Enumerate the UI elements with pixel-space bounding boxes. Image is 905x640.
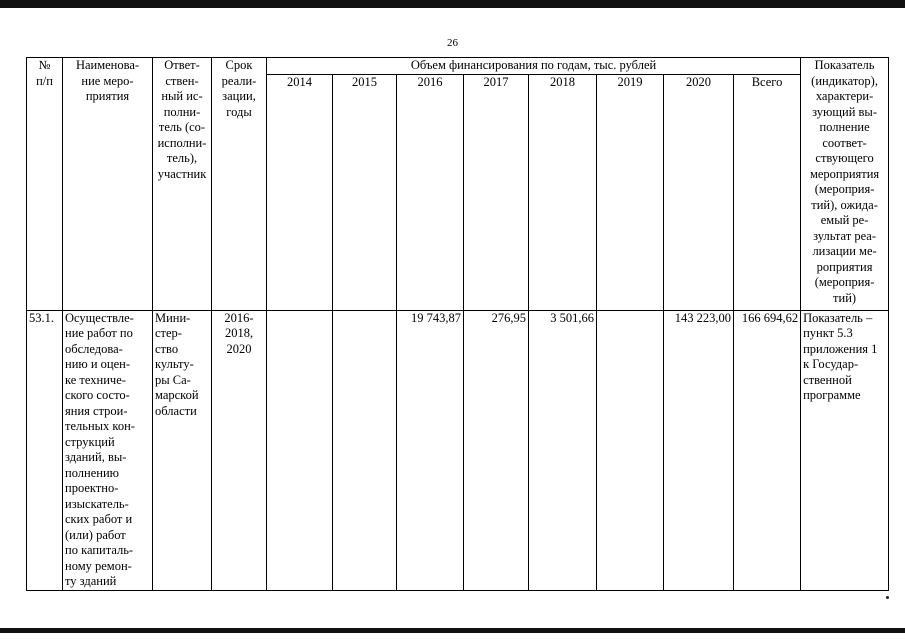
row-value-2019: [597, 310, 664, 590]
header-funding-title: Объем финансирования по годам, тыс. рублей: [267, 58, 801, 75]
header-term: Срок реали- зации, годы: [212, 58, 267, 311]
row-value-2014: [267, 310, 333, 590]
header-indicator: Показатель (индикатор), характери- зующий вы- полнение соответ- ствующего мероприятия (мероприя- тий), ожида- емый ре- зультат реа- лизации ме- роприятия (мероприя- тий): [801, 58, 889, 311]
header-name: Наименова- ние меро- приятия: [63, 58, 153, 311]
row-num: 53.1.: [27, 310, 63, 590]
header-year: 2016: [397, 74, 464, 310]
page-number: 26: [447, 37, 458, 49]
header-row-1: [27, 58, 889, 75]
scan-top-border: [0, 0, 905, 8]
header-year: 2017: [464, 74, 529, 310]
row-value-2016: 19 743,87: [397, 310, 464, 590]
funding-table: [26, 57, 889, 591]
table-row: [27, 310, 889, 590]
row-name: Осуществле- ние работ по обследова- нию и оцен- ке техниче- ского состо- яния строи- тельных кон- струкций зданий, вы- полнению проектно- изыскатель- ских работ и (или) работ по капиталь- ному ремон- ту зданий: [63, 310, 153, 590]
header-year: 2019: [597, 74, 664, 310]
row-value-2020: 143 223,00: [664, 310, 734, 590]
row-value-2018: 3 501,66: [529, 310, 597, 590]
header-year: 2015: [333, 74, 397, 310]
row-value-2015: [333, 310, 397, 590]
row-responsible: Мини- стер- ство культу- ры Са- марской области: [153, 310, 212, 590]
row-value-total: 166 694,62: [734, 310, 801, 590]
row-value-2017: 276,95: [464, 310, 529, 590]
header-year: 2018: [529, 74, 597, 310]
scan-speck: [886, 596, 889, 599]
header-responsible: Ответ- ствен- ный ис- полни- тель (со- исполни- тель), участник: [153, 58, 212, 311]
row-indicator: Показатель – пункт 5.3 приложения 1 к Государ- ственной программе: [801, 310, 889, 590]
header-num: № п/п: [27, 58, 63, 311]
header-total: Всего: [734, 74, 801, 310]
scan-bottom-border: [0, 628, 905, 633]
header-year: 2014: [267, 74, 333, 310]
row-term: 2016- 2018, 2020: [212, 310, 267, 590]
header-year: 2020: [664, 74, 734, 310]
